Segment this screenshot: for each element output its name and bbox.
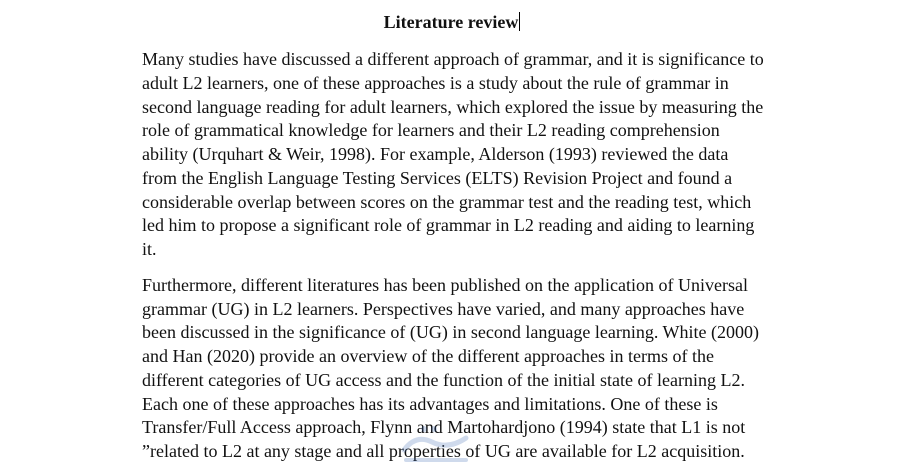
title-text: Literature review [383, 12, 519, 32]
paragraph-1-line-4: role of grammatical knowledge for learners and their L2 reading comprehension [142, 120, 720, 140]
paragraph-1-line-1: Many studies have discussed a different approach of grammar, and it is significance to [142, 49, 764, 69]
document-title [0, 10, 904, 34]
paragraph-1-line-9: it. [142, 239, 157, 259]
paragraph-2-line-5: different categories of UG access and the function of the initial state of learning L2. [142, 370, 745, 390]
paragraph-1-line-2: adult L2 learners, one of these approaches is a study about the rule of grammar in [142, 73, 729, 93]
paragraph-1-line-7: considerable overlap between scores on the grammar test and the reading test, which [142, 192, 752, 212]
paragraph-2-line-3: been discussed in the significance of (UG) in second language learning. White (2000) [142, 322, 759, 342]
paragraph-1-line-5: ability (Urquhart & Weir, 1998). For example, Alderson (1993) reviewed the data [142, 144, 729, 164]
text-cursor [519, 12, 520, 31]
paragraph-1-line-6: from the English Language Testing Services (ELTS) Revision Project and found a [142, 168, 733, 188]
paragraph-2-line-8: ”related to L2 at any stage and all properties of UG are available for L2 acquisition. [142, 441, 745, 461]
paragraph-1-line-8: led him to propose a significant role of grammar in L2 reading and aiding to learning [142, 215, 755, 235]
paragraph-2-line-6: Each one of these approaches has its advantages and limitations. One of these is [142, 394, 718, 414]
paragraph-2-line-4: and Han (2020) provide an overview of the different approaches in terms of the [142, 346, 714, 366]
paragraph-2-line-1: Furthermore, different literatures has been published on the application of Universal [142, 275, 748, 295]
paragraph-1-line-3: second language reading for adult learners, which explored the issue by measuring the [142, 97, 764, 117]
paragraph-2-line-2: grammar (UG) in L2 learners. Perspectives have varied, and many approaches have [142, 299, 745, 319]
paragraph-2-line-7: Transfer/Full Access approach, Flynn and Martohardjono (1994) state that L1 is not [142, 417, 746, 437]
